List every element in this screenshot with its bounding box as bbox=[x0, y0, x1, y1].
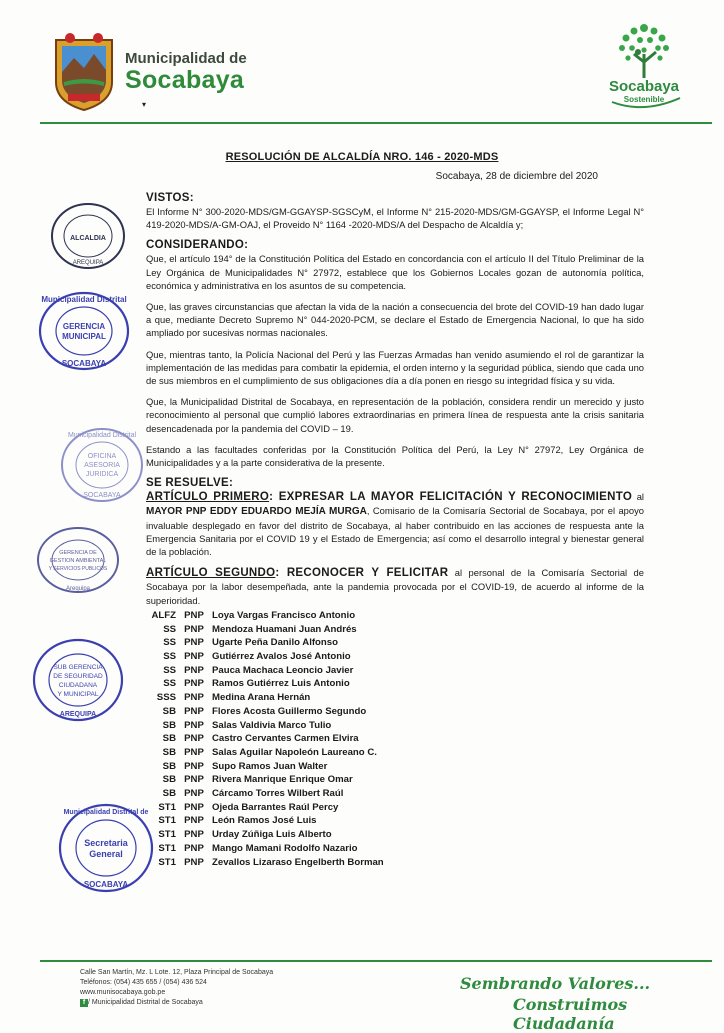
personnel-name: Medina Arana Hernán bbox=[212, 692, 311, 704]
personnel-group: PNP bbox=[184, 623, 204, 635]
personnel-rank: SSS bbox=[156, 692, 176, 704]
personnel-name: Castro Cervantes Carmen Elvira bbox=[212, 733, 359, 745]
personnel-rank: SB bbox=[162, 705, 176, 717]
personnel-rank: SB bbox=[162, 719, 176, 731]
personnel-name: León Ramos José Luis bbox=[212, 815, 317, 827]
municipal-crest-icon bbox=[50, 32, 118, 112]
personnel-group: PNP bbox=[184, 815, 204, 827]
personnel-name: Salas Aguilar Napoleón Laureano C. bbox=[212, 746, 377, 758]
considerando-paragraph: Que, la Municipalidad Distrital de Socabaya, en representación de la población, considera rendir un merecido y justo reconocimiento al personal que cumplió labores extraordinarias en primera línea de respuesta ante la crisis sanitaria desencadenada por la pandemia del COVID – 19. bbox=[146, 396, 644, 434]
personnel-row bbox=[146, 773, 644, 787]
stamp-bottom: SOCABAYA bbox=[83, 880, 129, 889]
resolution-title: RESOLUCIÓN DE ALCALDÍA NRO. 146 - 2020-MDS bbox=[225, 151, 499, 163]
personnel-rank: ALFZ bbox=[151, 609, 176, 621]
personnel-rank: SS bbox=[163, 637, 176, 649]
personnel-rank: ST1 bbox=[158, 829, 176, 841]
personnel-group: PNP bbox=[184, 705, 204, 717]
personnel-rank: SB bbox=[162, 746, 176, 758]
stamp-center-1: GERENCIA bbox=[62, 322, 106, 331]
personnel-group: PNP bbox=[184, 760, 204, 772]
stamp-bottom: AREQUIPA bbox=[72, 260, 104, 266]
considerando-heading: CONSIDERANDO: bbox=[146, 239, 249, 252]
personnel-row bbox=[146, 705, 644, 719]
municipality-prefix: Municipalidad de bbox=[125, 50, 247, 67]
footer-address: Calle San Martín, Mz. L Lote. 12, Plaza Principal de Socabaya bbox=[80, 969, 274, 976]
stamp-bottom: SOCABAYA bbox=[83, 492, 121, 499]
articulo-primero bbox=[146, 490, 644, 558]
articulo-segundo bbox=[146, 566, 644, 607]
personnel-rank: SS bbox=[163, 623, 176, 635]
personnel-rank: SS bbox=[163, 650, 176, 662]
stamp-asesoria-juridica bbox=[58, 424, 146, 506]
personnel-rank: SS bbox=[163, 664, 176, 676]
stamp-ring: Municipalidad Distrital bbox=[41, 295, 127, 304]
stamp-center-1: OFICINA bbox=[87, 453, 117, 460]
articulo-primero-rest: , Comisario de la Comisaría Sectorial de Socabaya, por el apoyo invaluable desplegado en favor del distrito de Socabaya, al haber contribuido en las acciones de respuesta ante la Emergencia Sanitaria por el COVID 19 y el Estado de Emergencia; así como el desarrollo integral y bienestar general de la población. bbox=[146, 505, 645, 558]
personnel-row bbox=[146, 677, 644, 691]
personnel-name: Ojeda Barrantes Raúl Percy bbox=[212, 801, 339, 813]
personnel-rank: SB bbox=[162, 760, 176, 772]
header-divider bbox=[40, 122, 712, 124]
stamp-center-3: JURIDICA bbox=[85, 471, 119, 478]
articulo-segundo-rest: al personal de la Comisaría Sectorial de Socabaya por la labor desempeñada, ante la pandemia provocada por el COVID-19, de acuerdo al informe de la superioridad. bbox=[146, 567, 644, 606]
honoree-name: MAYOR PNP EDDY EDUARDO MEJÍA MURGA bbox=[146, 506, 367, 518]
personnel-group: PNP bbox=[184, 829, 204, 841]
personnel-group: PNP bbox=[184, 774, 204, 786]
personnel-row bbox=[146, 787, 644, 801]
footer-contact bbox=[80, 968, 273, 1008]
personnel-name: Salas Valdivia Marco Tulio bbox=[212, 719, 332, 731]
vistos-heading: VISTOS: bbox=[146, 192, 194, 204]
stamp-secretaria-general bbox=[56, 800, 156, 896]
personnel-name: Pauca Machaca Leoncio Javier bbox=[212, 664, 354, 676]
articulo-primero-label: ARTÍCULO PRIMERO bbox=[146, 491, 270, 504]
personnel-name: Zevallos Lizaraso Engelberth Borman bbox=[212, 856, 384, 868]
personnel-list bbox=[146, 609, 644, 869]
personnel-name: Mango Mamani Rodolfo Nazario bbox=[212, 842, 358, 854]
personnel-group: PNP bbox=[184, 664, 204, 676]
personnel-name: Urday Zúñiga Luis Alberto bbox=[212, 829, 332, 841]
personnel-rank: SB bbox=[162, 788, 176, 800]
resolution-date: Socabaya, 28 de diciembre del 2020 bbox=[435, 171, 598, 182]
header-bullet: ▾ bbox=[142, 100, 147, 109]
personnel-row bbox=[146, 636, 644, 650]
personnel-name: Cárcamo Torres Wilbert Raúl bbox=[212, 788, 344, 800]
articulo-segundo-label: ARTÍCULO SEGUNDO bbox=[146, 567, 276, 580]
personnel-row bbox=[146, 856, 644, 870]
personnel-name: Ramos Gutiérrez Luis Antonio bbox=[212, 678, 350, 690]
personnel-group: PNP bbox=[184, 719, 204, 731]
personnel-name: Loya Vargas Francisco Antonio bbox=[212, 609, 356, 621]
stamp-bottom: AREQUIPA bbox=[59, 711, 97, 718]
stamp-center-3: CIUDADANA bbox=[58, 682, 98, 689]
footer-facebook-line bbox=[80, 998, 273, 1008]
stamp-center-3: Y SERVICIOS PUBLICOS bbox=[48, 566, 108, 572]
personnel-row bbox=[146, 664, 644, 678]
personnel-rank: ST1 bbox=[158, 856, 176, 868]
personnel-name: Gutiérrez Avalos José Antonio bbox=[212, 650, 351, 662]
articulo-primero-lead: : EXPRESAR LA MAYOR FELICITACIÓN Y RECONOCIMIENTO bbox=[269, 491, 633, 504]
se-resuelve-heading: SE RESUELVE: bbox=[146, 477, 234, 490]
stamp-center-2: ASESORIA bbox=[84, 462, 120, 469]
letterhead bbox=[0, 0, 724, 126]
stamp-alcaldia bbox=[48, 200, 128, 272]
personnel-name: Ugarte Peña Danilo Alfonso bbox=[212, 637, 338, 649]
personnel-row bbox=[146, 623, 644, 637]
stamp-gestion-ambiental bbox=[34, 524, 122, 596]
personnel-group: PNP bbox=[184, 609, 204, 621]
considerando-paragraph: Que, mientras tanto, la Policía Nacional del Perú y las Fuerzas Armadas han venido asumiendo el rol de garantizar la implementación de las medidas para combatir la epidemia, el orden interno y la seguridad pública, siendo que cada uno de sus miembros en el cumplimiento de sus obligaciones día a día ponen en riesgo su integridad física y su vida. bbox=[146, 348, 644, 387]
personnel-row bbox=[146, 732, 644, 746]
personnel-group: PNP bbox=[184, 801, 204, 813]
slogan-line-2: Construimos Ciudadanía bbox=[513, 995, 628, 1033]
personnel-name: Mendoza Huamani Juan Andrés bbox=[212, 623, 357, 635]
personnel-rank: ST1 bbox=[158, 815, 176, 827]
personnel-row bbox=[146, 746, 644, 760]
personnel-row bbox=[146, 828, 644, 842]
personnel-group: PNP bbox=[184, 650, 204, 662]
footer-web: www.munisocabaya.gob.pe bbox=[80, 989, 166, 996]
personnel-row bbox=[146, 842, 644, 856]
personnel-rank: SS bbox=[163, 678, 176, 690]
footer-divider bbox=[40, 960, 712, 962]
personnel-group: PNP bbox=[184, 842, 204, 854]
stamp-center-2: DE SEGURIDAD bbox=[53, 673, 103, 680]
stamp-center-4: Y MUNICIPAL bbox=[57, 691, 99, 698]
footer-facebook: / Municipalidad Distrital de Socabaya bbox=[88, 999, 203, 1006]
personnel-row bbox=[146, 691, 644, 705]
stamp-ring: Municipalidad Distrital de bbox=[63, 809, 149, 816]
stamp-center-2: GESTION AMBIENTAL bbox=[49, 558, 107, 564]
resolution-body bbox=[146, 192, 644, 869]
municipality-name: Socabaya bbox=[125, 66, 245, 94]
facebook-icon: f bbox=[80, 999, 88, 1007]
personnel-rank: ST1 bbox=[158, 801, 176, 813]
articulo-primero-al: al bbox=[632, 491, 644, 503]
personnel-row bbox=[146, 801, 644, 815]
stamp-center-1: Secretaria bbox=[84, 838, 128, 848]
personnel-row bbox=[146, 719, 644, 733]
personnel-rank: ST1 bbox=[158, 842, 176, 854]
vistos-text: El Informe N° 300-2020-MDS/GM-GGAYSP-SGSCyM, el Informe N° 215-2020-MDS/GM-GGAYSP, el Informe Legal N° 419-2020-MDS/A-GM-OAJ, el Proveido N° 1164 -2020-MDS/A del Despacho de Alcaldía y; bbox=[146, 206, 644, 231]
personnel-row bbox=[146, 609, 644, 623]
socabaya-sostenible-logo bbox=[598, 18, 690, 116]
stamp-ring: Municipalidad Distrital bbox=[67, 432, 137, 439]
personnel-group: PNP bbox=[184, 733, 204, 745]
considerando-paragraph: Que, las graves circunstancias que afectan la vida de la nación a consecuencia del brote del COVID-19 han dado lugar a que, mediante Decreto Supremo N° 044-2020-PCM, se declare el Estado de Emergencia Nacional, lo que ha sido ampliado por sucesivas normas nacionales. bbox=[146, 301, 644, 339]
stamp-gerencia-municipal bbox=[36, 288, 132, 374]
personnel-name: Supo Ramos Juan Walter bbox=[212, 760, 328, 772]
stamp-center-2: MUNICIPAL bbox=[62, 332, 106, 341]
personnel-rank: SB bbox=[162, 733, 176, 745]
considerando-paragraph: Que, el artículo 194° de la Constitución Política del Estado en concordancia con el artículo II del Título Preliminar de la Ley Orgánica de Municipalidades N° 27972, establece que los Gobiernos Locales gozan de autonomía política, económica y administrativa en los asuntos de su competencia. bbox=[146, 253, 644, 291]
logo-tagline: Sostenible bbox=[623, 95, 665, 104]
considerando-paragraph: Estando a las facultades conferidas por la Constitución Política del Perú, la Ley N° 27972, Ley Orgánica de Municipalidades y a la parte considerativa de la presente. bbox=[146, 443, 644, 469]
personnel-group: PNP bbox=[184, 692, 204, 704]
personnel-name: Flores Acosta Guillermo Segundo bbox=[212, 705, 367, 717]
stamp-center-1: SUB GERENCIA bbox=[53, 664, 103, 671]
personnel-group: PNP bbox=[184, 678, 204, 690]
personnel-row bbox=[146, 650, 644, 664]
stamp-bottom: SOCABAYA bbox=[61, 359, 107, 368]
personnel-rank: SB bbox=[162, 774, 176, 786]
slogan-line-1: Sembrando Valores... bbox=[460, 974, 651, 993]
stamp-center-2: General bbox=[89, 849, 123, 859]
personnel-group: PNP bbox=[184, 788, 204, 800]
personnel-row bbox=[146, 814, 644, 828]
personnel-group: PNP bbox=[184, 637, 204, 649]
personnel-group: PNP bbox=[184, 856, 204, 868]
personnel-name: Rivera Manrique Enrique Omar bbox=[212, 774, 353, 786]
stamp-seguridad-ciudadana bbox=[30, 636, 126, 724]
footer-phones: Teléfonos: (054) 435 655 / (054) 436 524 bbox=[80, 979, 207, 986]
stamp-bottom: Arequipa bbox=[65, 586, 91, 592]
stamp-center-1: GERENCIA DE bbox=[59, 550, 97, 556]
personnel-group: PNP bbox=[184, 746, 204, 758]
stamp-center: ALCALDIA bbox=[70, 235, 106, 242]
personnel-row bbox=[146, 760, 644, 774]
logo-name: Socabaya bbox=[608, 78, 680, 95]
articulo-segundo-lead: : RECONOCER Y FELICITAR bbox=[275, 567, 449, 580]
